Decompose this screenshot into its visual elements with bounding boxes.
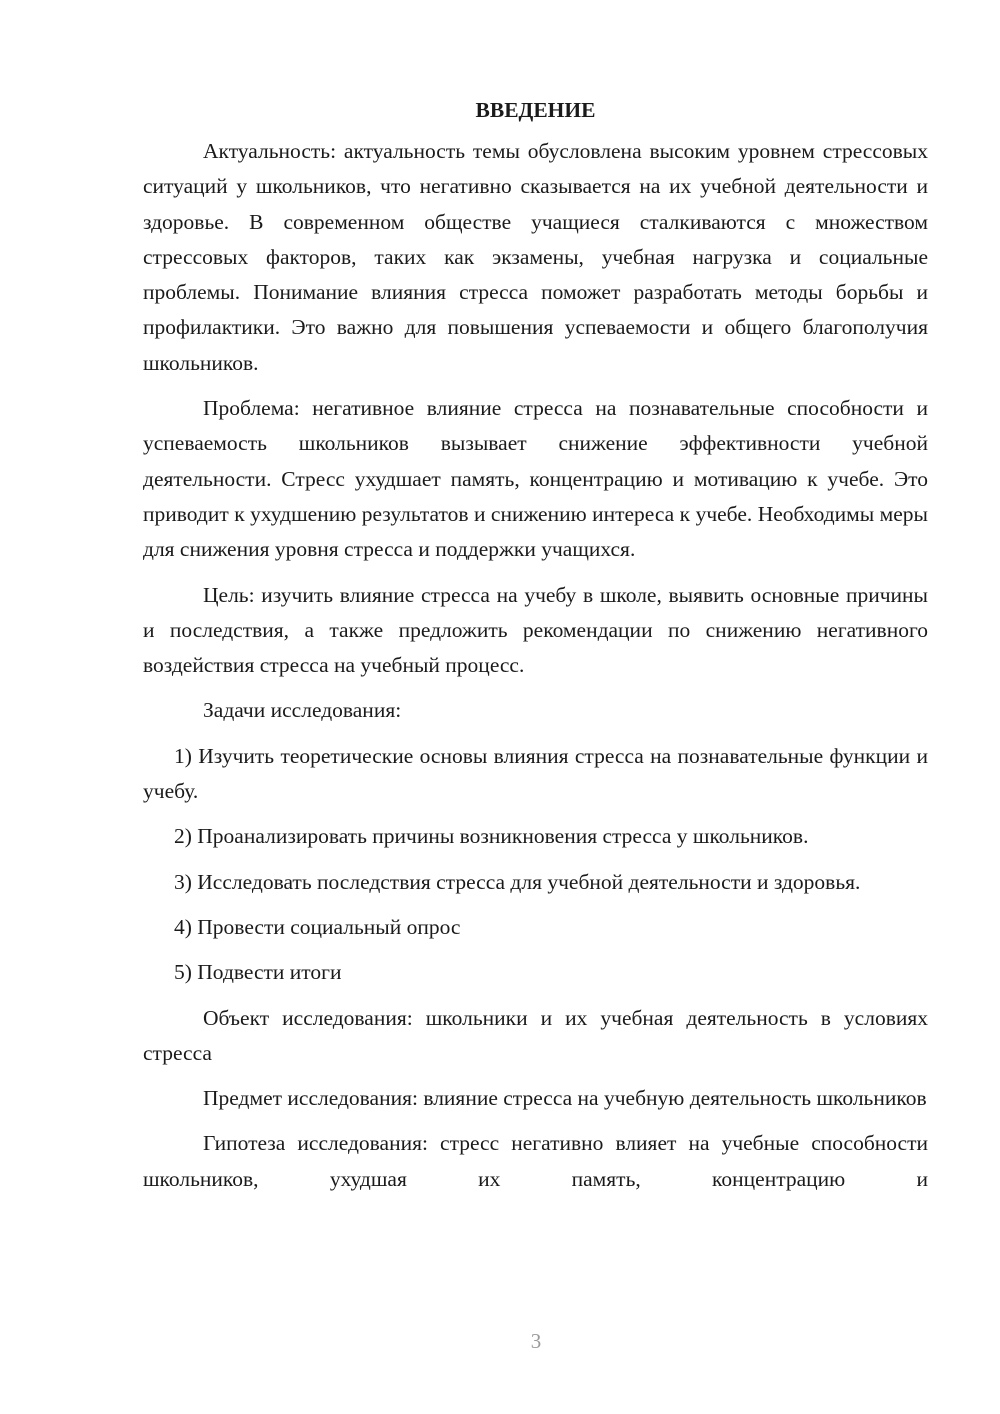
task-item: 4) Провести социальный опрос [174,914,461,939]
problem-paragraph: Проблема: негативное влияние стресса на познавательные способности и успеваемость школьников вызывает снижение эффективности учебной деятельности. Стресс ухудшает память, концентрацию и мотивацию к учебе. Это приводит к ухудшению результатов и снижению интереса к учебе. Необходимы меры для снижения уровня стресса и поддержки учащихся. [143,396,928,562]
section-title: ВВЕДЕНИЕ [475,98,596,122]
relevance-paragraph: Актуальность: актуальность темы обусловлена высоким уровнем стрессовых ситуаций у школьников, что негативно сказывается на их учебной деятельности и здоровье. В современном обществе учащиеся сталкиваются с множеством стрессовых факторов, таких как экзамены, учебная нагрузка и социальные проблемы. Понимание влияния стресса поможет разработать методы борьбы и профилактики. Это важно для повышения успеваемости и общего благополучия школьников. [143,139,928,375]
subject-paragraph: Предмет исследования: влияние стресса на учебную деятельность школьников [203,1086,927,1111]
page-content [143,96,928,1197]
task-item: 3) Исследовать последствия стресса для учебной деятельности и здоровья. [174,869,861,894]
goal-paragraph: Цель: изучить влияние стресса на учебу в школе, выявить основные причины и последствия, а также предложить рекомендации по снижению негативного воздействия стресса на учебный процесс. [143,582,928,678]
task-item: 2) Проанализировать причины возникновения стресса у школьников. [174,824,809,849]
tasks-heading: Задачи исследования: [203,698,402,723]
hypothesis-paragraph: Гипотеза исследования: стресс негативно влияет на учебные способности школьников, ухудшая их память, концентрацию и [143,1131,928,1191]
task-item: 5) Подвести итоги [174,960,342,985]
object-paragraph: Объект исследования: школьники и их учебная деятельность в условиях стресса [143,1005,928,1065]
page-number: 3 [530,1329,542,1353]
task-item: 1) Изучить теоретические основы влияния стресса на познавательные функции и учебу. [143,743,928,804]
